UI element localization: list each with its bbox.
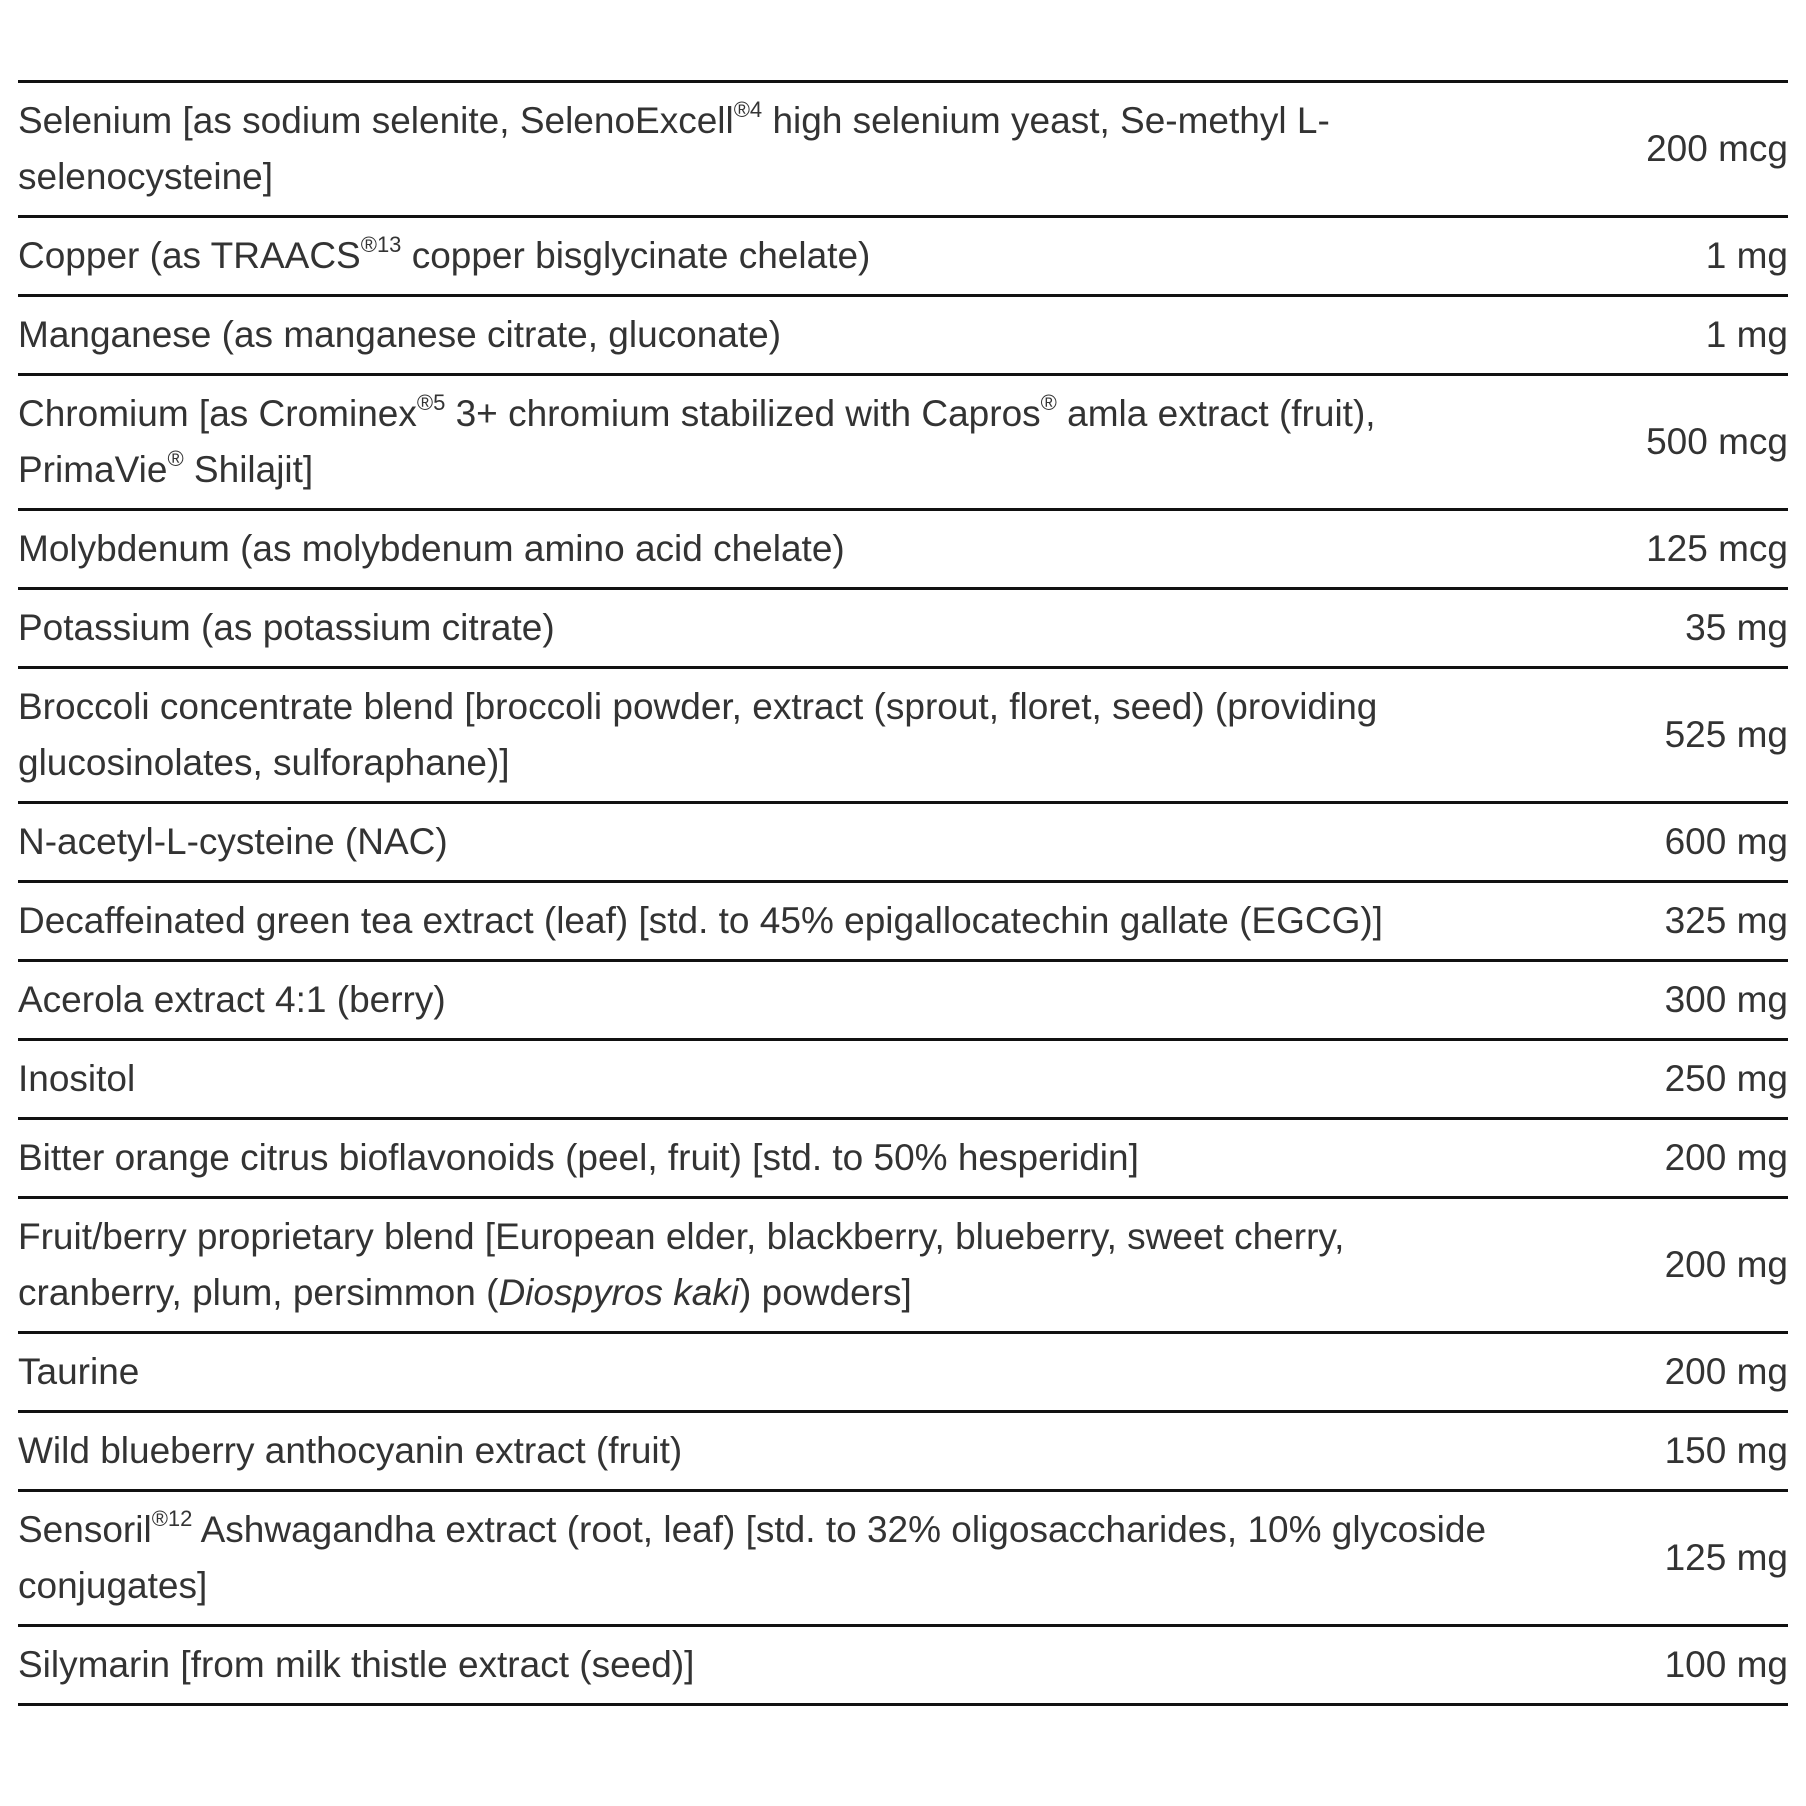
- ingredient-amount: 500 mcg: [1646, 421, 1788, 462]
- ingredient-name: [18, 961, 1528, 1040]
- ingredient-name-text: Inositol: [18, 1058, 136, 1099]
- table-row: [18, 82, 1788, 217]
- ingredient-name-text: Bitter orange citrus bioflavonoids (peel, fruit) [std. to 50% hesperidin]: [18, 1137, 1139, 1178]
- ingredient-name: [18, 1198, 1528, 1333]
- ingredient-amount: 1 mg: [1705, 235, 1788, 276]
- ingredient-amount: 200 mg: [1664, 1351, 1788, 1392]
- ingredient-name-italic: Diospyros kaki: [498, 1272, 740, 1313]
- ingredient-amount: 125 mcg: [1646, 528, 1788, 569]
- ingredient-amount: 200 mcg: [1646, 128, 1788, 169]
- table-row: [18, 375, 1788, 510]
- ingredient-name-text: Shilajit]: [183, 449, 314, 490]
- table-row: [18, 1491, 1788, 1626]
- table-row: [18, 217, 1788, 296]
- table-row: [18, 296, 1788, 375]
- ingredient-amount: 100 mg: [1664, 1644, 1788, 1685]
- ingredient-amount: 1 mg: [1705, 314, 1788, 355]
- ingredient-amount: 325 mg: [1664, 900, 1788, 941]
- ingredient-amount: 125 mg: [1664, 1537, 1788, 1578]
- ingredient-name: [18, 375, 1528, 510]
- ingredient-name-text: Wild blueberry anthocyanin extract (fruit): [18, 1430, 683, 1471]
- ingredient-name-text: 3+ chromium stabilized with Capros: [445, 393, 1041, 434]
- table-row: [18, 1412, 1788, 1491]
- ingredient-name-text: Broccoli concentrate blend [broccoli powder, extract (sprout, floret, seed) (providing glucosinolates, sulforaphane)]: [18, 686, 1378, 783]
- table-row: [18, 961, 1788, 1040]
- ingredient-name-text: N-acetyl-L-cysteine (NAC): [18, 821, 448, 862]
- supplement-facts-table: [18, 80, 1788, 1706]
- ingredient-name: [18, 1040, 1528, 1119]
- ingredient-name-text: high selenium yeast, Se-methyl L-selenocysteine]: [18, 100, 1330, 197]
- footnote-superscript: ®5: [416, 389, 446, 415]
- ingredient-amount: 600 mg: [1664, 821, 1788, 862]
- ingredient-amount: 35 mg: [1685, 607, 1788, 648]
- ingredient-name: [18, 882, 1528, 961]
- ingredient-name-text: Copper (as TRAACS: [18, 235, 361, 276]
- ingredient-amount: 200 mg: [1664, 1137, 1788, 1178]
- ingredient-name-text: Taurine: [18, 1351, 140, 1392]
- ingredient-name-text: Manganese (as manganese citrate, gluconate): [18, 314, 782, 355]
- footnote-superscript: ®: [167, 445, 184, 471]
- ingredient-name: [18, 82, 1528, 217]
- ingredient-name: [18, 296, 1528, 375]
- ingredient-name-text: Selenium [as sodium selenite, SelenoExcell: [18, 100, 734, 141]
- footnote-superscript: ®4: [733, 96, 763, 122]
- table-row: [18, 1119, 1788, 1198]
- ingredient-name-text: Acerola extract 4:1 (berry): [18, 979, 446, 1020]
- ingredient-amount: 525 mg: [1664, 714, 1788, 755]
- ingredient-amount: 150 mg: [1664, 1430, 1788, 1471]
- table-body: [18, 82, 1788, 1705]
- ingredient-name: [18, 668, 1528, 803]
- table-row: [18, 1626, 1788, 1705]
- ingredient-name: [18, 589, 1528, 668]
- table-row: [18, 1040, 1788, 1119]
- ingredient-name-text: Sensoril: [18, 1509, 152, 1550]
- ingredient-name: [18, 217, 1528, 296]
- ingredient-name-text: Silymarin [from milk thistle extract (seed)]: [18, 1644, 695, 1685]
- table-row: [18, 510, 1788, 589]
- ingredient-name-text: Ashwagandha extract (root, leaf) [std. to 32% oligosaccharides, 10% glycoside conjugates]: [18, 1509, 1487, 1606]
- table-row: [18, 668, 1788, 803]
- table-row: [18, 589, 1788, 668]
- ingredient-amount: 200 mg: [1664, 1244, 1788, 1285]
- footnote-superscript: ®12: [151, 1505, 193, 1531]
- table-row: [18, 1198, 1788, 1333]
- ingredient-name-text: Chromium [as Crominex: [18, 393, 417, 434]
- ingredient-name-text: amla extract (fruit), PrimaVie: [18, 393, 1376, 490]
- ingredient-name-text: Potassium (as potassium citrate): [18, 607, 555, 648]
- ingredient-name: [18, 1491, 1528, 1626]
- ingredient-name: [18, 1626, 1528, 1705]
- table-row: [18, 882, 1788, 961]
- ingredient-name: [18, 1119, 1528, 1198]
- ingredient-amount: 300 mg: [1664, 979, 1788, 1020]
- ingredient-name-text: copper bisglycinate chelate): [401, 235, 871, 276]
- ingredient-name-text: ) powders]: [739, 1272, 912, 1313]
- ingredient-name-text: Fruit/berry proprietary blend [European elder, blackberry, blueberry, sweet cherry, cranberry, plum, persimmon (: [18, 1216, 1345, 1313]
- ingredient-name: [18, 1412, 1528, 1491]
- ingredient-amount: 250 mg: [1664, 1058, 1788, 1099]
- ingredient-name: [18, 1333, 1528, 1412]
- ingredient-name: [18, 803, 1528, 882]
- ingredient-name-text: Decaffeinated green tea extract (leaf) [std. to 45% epigallocatechin gallate (EGCG)]: [18, 900, 1383, 941]
- table-row: [18, 1333, 1788, 1412]
- ingredient-name-text: Molybdenum (as molybdenum amino acid chelate): [18, 528, 845, 569]
- footnote-superscript: ®13: [360, 231, 402, 257]
- footnote-superscript: ®: [1040, 389, 1057, 415]
- ingredient-name: [18, 510, 1528, 589]
- table-row: [18, 803, 1788, 882]
